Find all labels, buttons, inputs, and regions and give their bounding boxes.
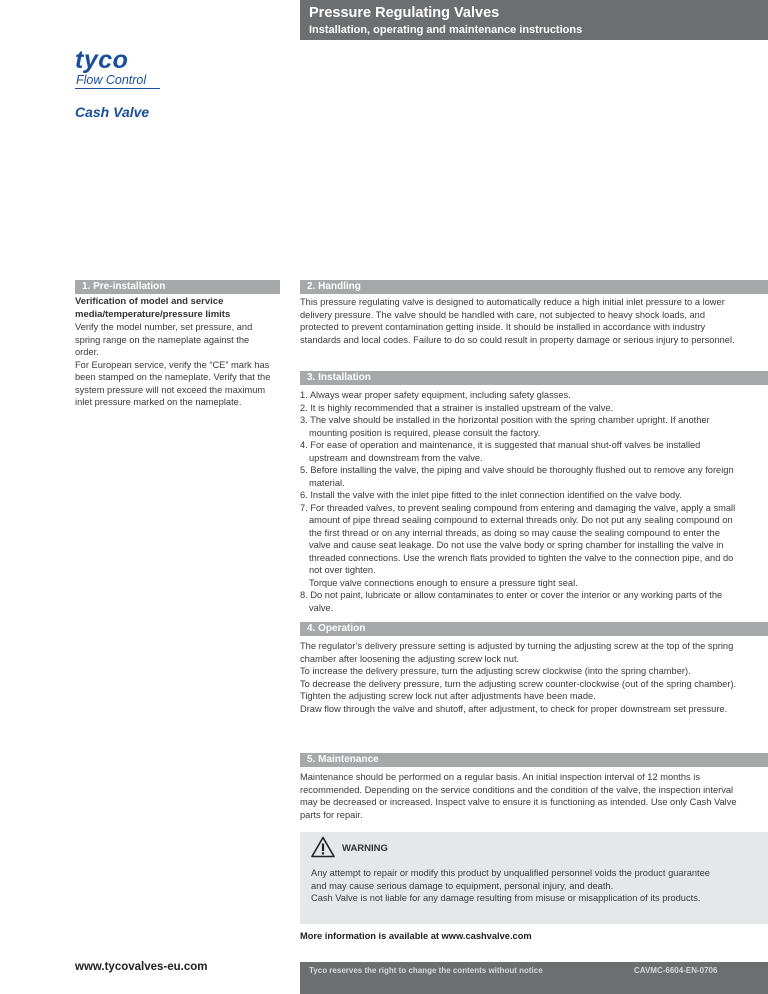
installation-step: 1. Always wear proper safety equipment, including safety glasses. [300,390,571,400]
section-header-pre-installation [75,280,280,294]
pre-installation-paragraph: For European service, verify the “CE” mark has been stamped on the nameplate. Verify that the system pressure will not exceed the maximum inlet pressure marked on the nameplate. [75,359,271,407]
operation-paragraph: To decrease the delivery pressure, turn the adjusting screw counter-clockwise (out of the spring chamber). [300,678,737,689]
document-subtitle: Installation, operating and maintenance instructions [309,24,583,36]
flow-control-label: Flow Control [76,73,147,87]
installation-step: 4. For ease of operation and maintenance, it is suggested that manual shut-off valves be installed upstream and downstream from the valve. [300,440,701,463]
warning-paragraph: Any attempt to repair or modify this product by unqualified personnel voids the product guarantee and may cause serious damage to equipment, personal injury, and death. [311,868,710,891]
footer-website: www.tycovalves-eu.com [75,961,208,973]
pre-installation-body [75,321,273,409]
installation-torque-note: Torque valve connections enough to ensure a pressure tight seal. [309,577,578,588]
section-title-pre-installation: 1. Pre-installation [82,281,166,292]
warning-paragraph: Cash Valve is not liable for any damage resulting from misuse or misapplication of its products. [311,893,701,903]
document-title: Pressure Regulating Valves [309,5,500,21]
tyco-logo: tyco [75,46,129,74]
footer-notice: Tyco reserves the right to change the contents without notice [309,966,543,975]
handling-paragraph: This pressure regulating valve is designed to automatically reduce a high initial inlet pressure to a lower delivery pressure. The valve should be handled with care, not subjected to heavy shock loads, and protected to prevent contamination getting inside. It should be installed in accordance with industry standards and local codes. Failure to do so could result in property damage or serious injury to personnel. [300,297,735,345]
installation-body [300,389,740,614]
section-title-maintenance: 5. Maintenance [307,754,379,765]
installation-step: 2. It is highly recommended that a strainer is installed upstream of the valve. [300,402,614,413]
pre-installation-heading: Verification of model and service media/temperature/pressure limits [75,296,231,320]
section-header-operation [300,622,768,636]
operation-paragraph: Draw flow through the valve and shutoff, after adjustment, to check for proper downstream set pressure. [300,703,728,714]
operation-paragraph: Tighten the adjusting screw lock nut after adjustments have been made. [300,691,596,701]
section-header-maintenance [300,753,768,767]
warning-triangle-icon [311,836,335,858]
warning-body [311,867,711,905]
installation-step: 6. Install the valve with the inlet pipe fitted to the inlet connection identified on the valve body. [300,490,682,500]
section-header-handling [300,280,768,294]
operation-paragraph: The regulator’s delivery pressure setting is adjusted by turning the adjusting screw at the top of the spring chamber after loosening the adjusting screw lock nut. [300,641,734,664]
installation-step: 7. For threaded valves, to prevent sealing compound from entering and damaging the valve, apply a small amount of pipe thread sealing compound to external threads only. Do not put any sealing compound on the first thread or on any internal threads, as doing so may cause the sealing compound to enter the valve and cause seat leakage. Do not use the valve body or spring chamber for installing the valve in threaded connections. Use the wrench flats provided to tighten the valve to the connection pipe, and do not over tighten. [300,502,736,575]
maintenance-body [300,771,745,821]
more-info-text: More information is available at www.cashvalve.com [300,931,532,941]
section-header-installation [300,371,768,385]
operation-paragraph: To increase the delivery pressure, turn the adjusting screw clockwise (into the spring chamber). [300,666,691,676]
maintenance-paragraph: Maintenance should be performed on a regular basis. An initial inspection interval of 12 months is recommended. Depending on the service conditions and the condition of the valve, the inspection interval may be decreased or increased. Inspect valve to ensure it is functioning as intended. Use only Cash Valve parts for repair. [300,772,737,820]
warning-label: WARNING [342,843,388,854]
logo-divider [75,88,160,89]
cash-valve-logo: Cash Valve [75,104,150,120]
handling-body [300,296,740,346]
section-title-installation: 3. Installation [307,372,371,383]
installation-step: 3. The valve should be installed in the horizontal position with the spring chamber upright. If another mounting position is required, please consult the factory. [300,415,710,438]
installation-step: 5. Before installing the valve, the piping and valve should be thoroughly flushed out to remove any foreign material. [300,465,734,488]
document-code: CAVMC-6604-EN-0706 [634,966,718,975]
installation-steps [300,389,740,614]
installation-step: 8. Do not paint, lubricate or allow contaminates to enter or cover the interior or any working parts of the valve. [300,590,723,613]
section-title-handling: 2. Handling [307,281,361,292]
operation-body [300,640,740,715]
section-title-operation: 4. Operation [307,623,366,634]
pre-installation-paragraph: Verify the model number, set pressure, and spring range on the nameplate against the order. [75,322,253,357]
